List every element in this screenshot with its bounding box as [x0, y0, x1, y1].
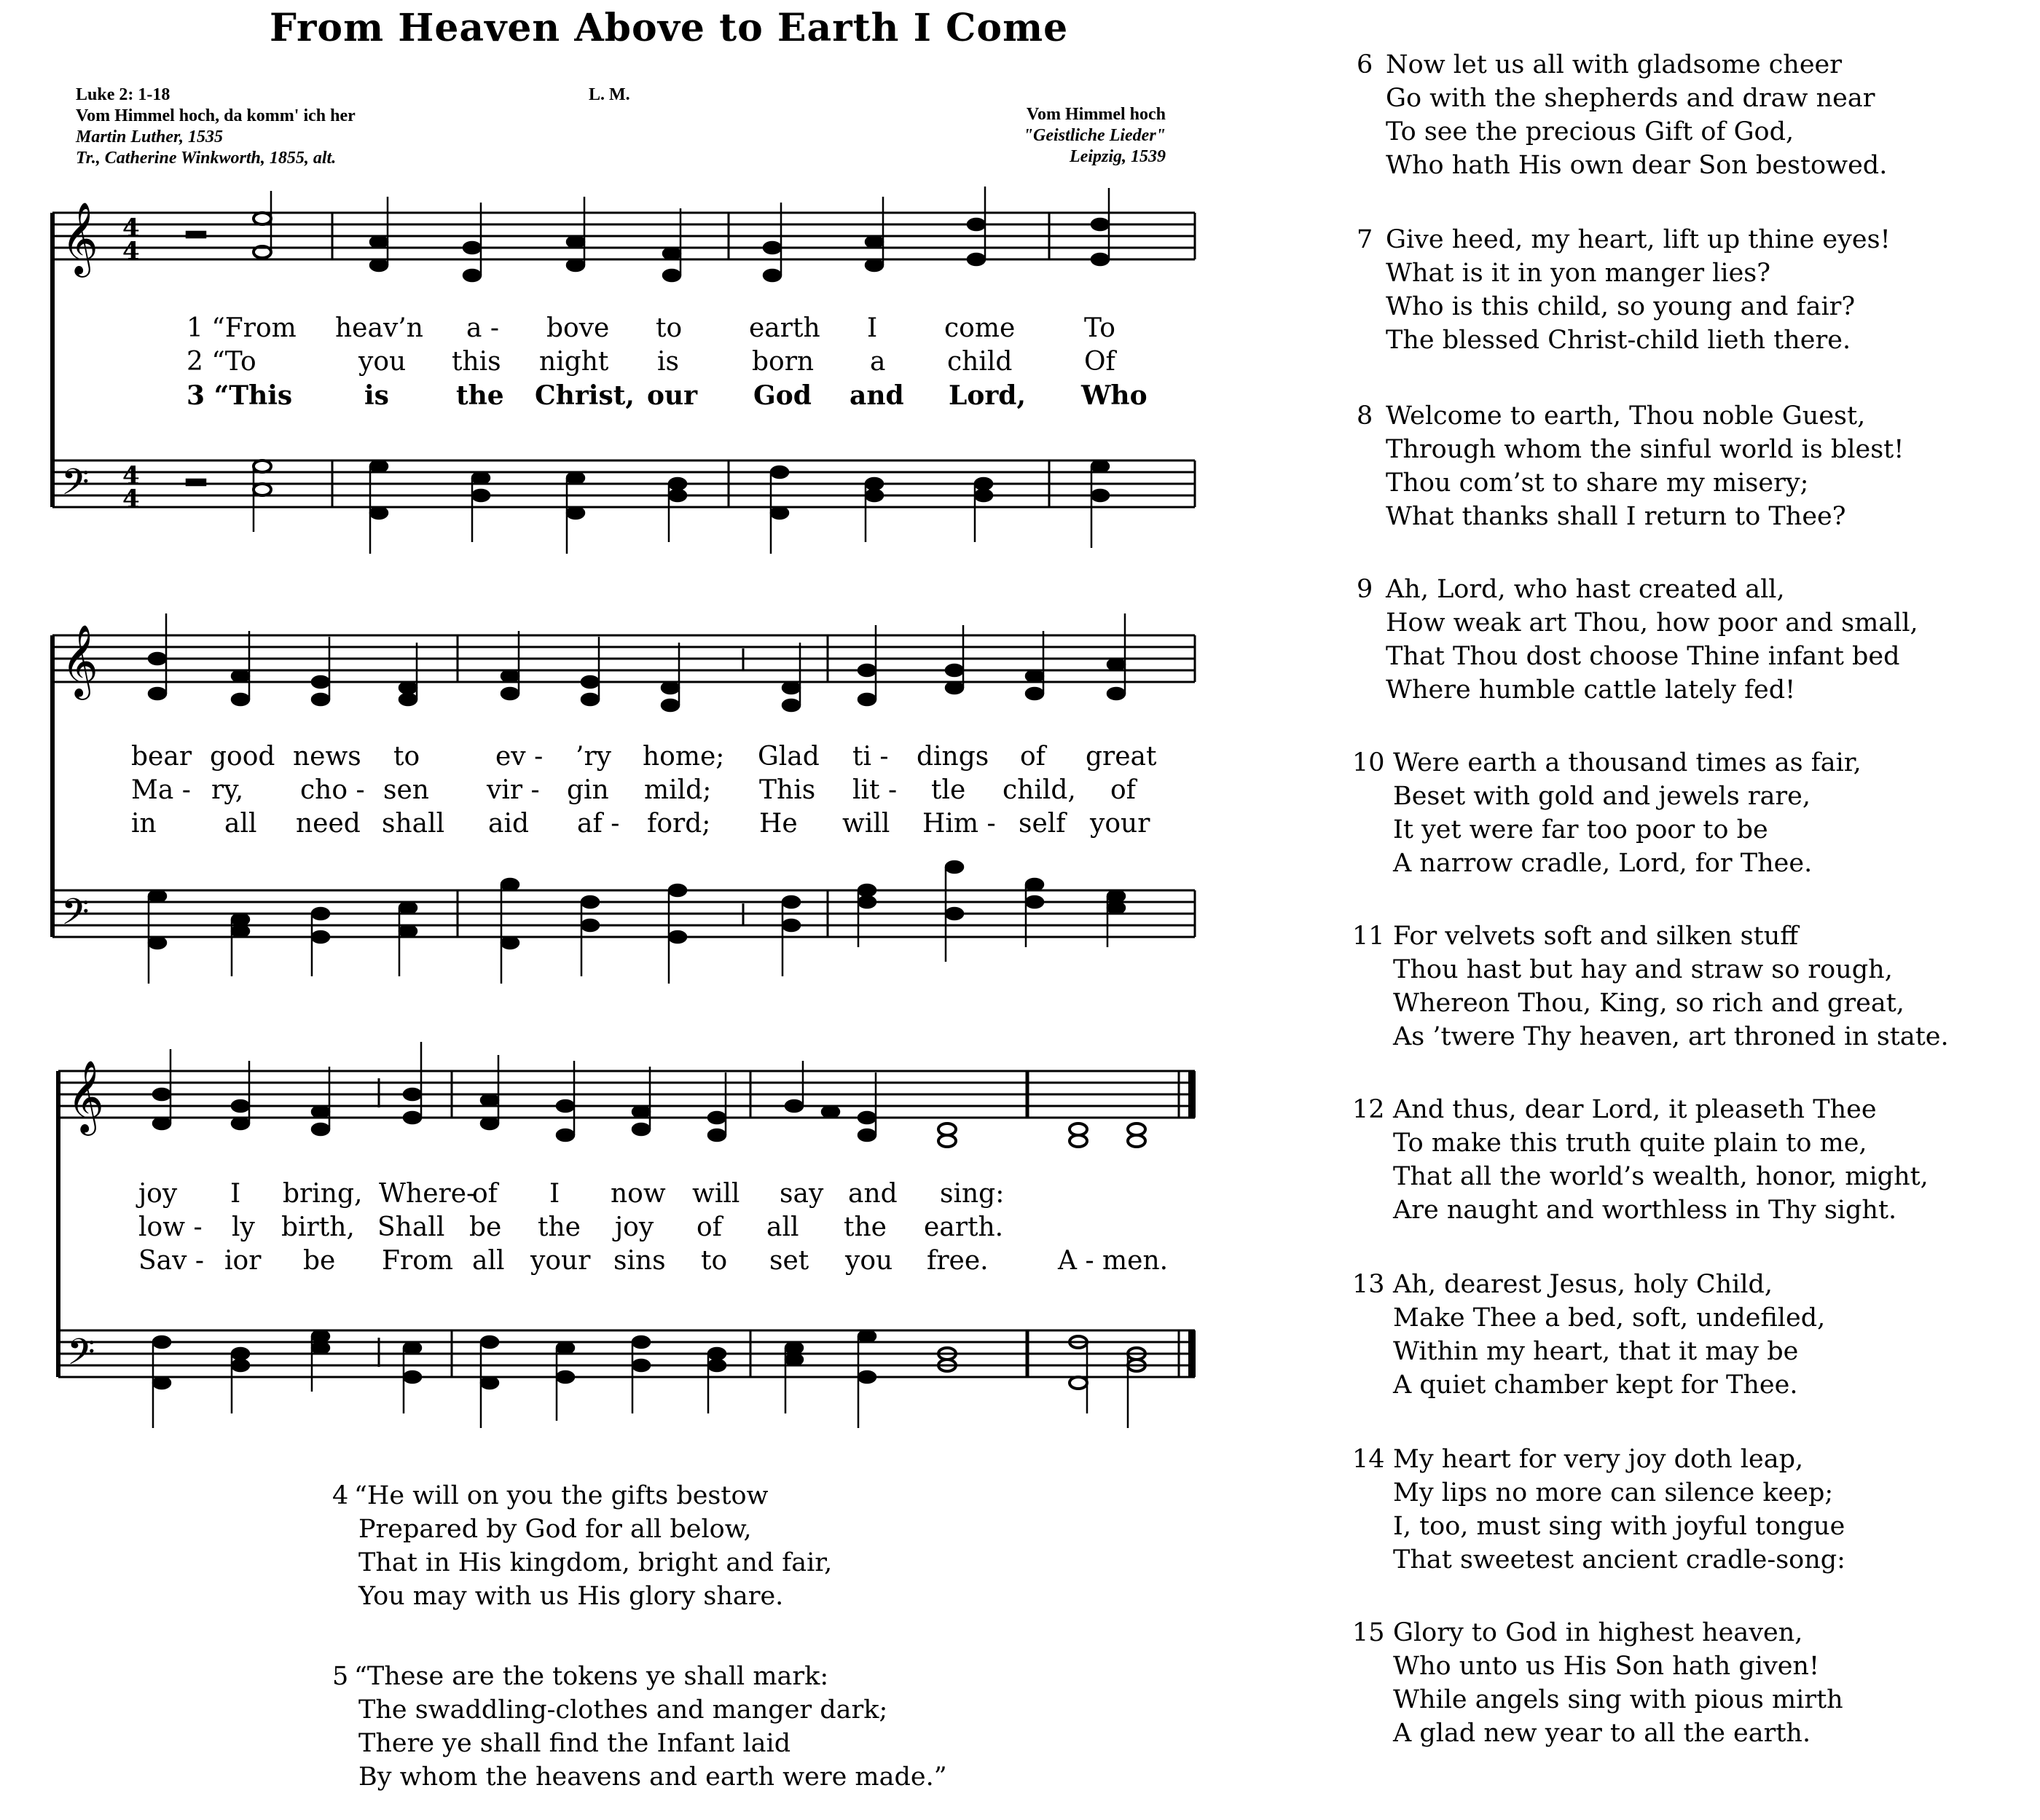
- lyric-syllable: I: [549, 1179, 560, 1209]
- lyric-syllable: and: [848, 1179, 898, 1209]
- bass-clef-icon: 𝄢: [61, 461, 90, 512]
- lyric-syllable: bring,: [283, 1179, 363, 1209]
- lyric-syllable: all: [472, 1246, 505, 1276]
- stanza-line: To make this truth quite plain to me,: [1393, 1129, 1867, 1158]
- lyric-syllable: Him -: [922, 809, 996, 839]
- lyric-syllable: in: [131, 809, 157, 839]
- lyric-syllable: shall: [382, 809, 445, 839]
- svg-text:4: 4: [122, 461, 140, 490]
- stanza-4: [332, 1479, 1032, 1617]
- lyric-syllable: news: [293, 742, 361, 772]
- lyric-syllable: need: [296, 809, 361, 839]
- stanza-number: 10: [1352, 748, 1385, 777]
- stanza-line: Where humble cattle lately fed!: [1386, 675, 1796, 705]
- original-title: Vom Himmel hoch, da komm' ich her: [76, 106, 356, 125]
- lyric-syllable: this: [452, 347, 501, 377]
- stanza-line: Within my heart, that it may be: [1393, 1337, 1799, 1366]
- lyric-syllable: sins: [613, 1246, 666, 1276]
- stanza-number: 11: [1352, 922, 1385, 951]
- lyric-syllable: child,: [1003, 775, 1076, 805]
- stanza-line: That Thou dost choose Thine infant bed: [1386, 642, 1900, 671]
- lyric-syllable: sen: [383, 775, 429, 805]
- stanza-number: 12: [1352, 1095, 1385, 1124]
- lyric-syllable: low -: [138, 1212, 203, 1242]
- stanza-line: Glory to God in highest heaven,: [1393, 1618, 1803, 1647]
- lyric-syllable: home;: [643, 742, 725, 772]
- stanza-line: Go with the shepherds and draw near: [1386, 84, 1875, 113]
- lyric-syllable: sing:: [940, 1179, 1005, 1209]
- lyric-syllable: the: [456, 380, 504, 411]
- stanza-number: 5: [332, 1662, 349, 1691]
- stanza-line: That in His kingdom, bright and fair,: [358, 1548, 833, 1577]
- lyric-syllable: a -: [466, 313, 500, 343]
- stanza-line: You may with us His glory share.: [358, 1582, 784, 1611]
- stanza-line: To see the precious Gift of God,: [1386, 117, 1794, 146]
- lyric-syllable: your: [1090, 809, 1150, 839]
- staff-system-2-treble: [52, 635, 1195, 682]
- stanza-line: Prepared by God for all below,: [358, 1515, 752, 1544]
- lyric-syllable: night: [539, 347, 609, 377]
- svg-text:4: 4: [122, 485, 140, 514]
- stanza-line: Ah, Lord, who hast created all,: [1386, 575, 1785, 604]
- lyric-syllable: self: [1019, 809, 1066, 839]
- stanza-number: 4: [332, 1481, 349, 1510]
- stanza-line: Whereon Thou, King, so rich and great,: [1393, 989, 1904, 1018]
- lyric-syllable: I: [230, 1179, 241, 1209]
- stanza-line: Through whom the sinful world is blest!: [1386, 435, 1904, 464]
- staff-system-1-bass: [52, 460, 1195, 507]
- stanza-line: “These are the tokens ye shall mark:: [354, 1662, 829, 1691]
- lyric-syllable: joy: [138, 1179, 178, 1209]
- lyric-syllable: 2 “To: [187, 347, 256, 377]
- lyric-syllable: and: [850, 380, 904, 411]
- lyric-syllable: you: [845, 1246, 893, 1276]
- lyric-syllable: Shall: [377, 1212, 445, 1242]
- stanza-line: Thou com’st to share my misery;: [1386, 468, 1809, 498]
- stanza-line: Thou hast but hay and straw so rough,: [1393, 955, 1893, 984]
- lyric-syllable: Sav -: [138, 1246, 205, 1276]
- stanza-line: As ’twere Thy heaven, art throned in state.: [1393, 1022, 1949, 1051]
- lyric-syllable: mild;: [644, 775, 712, 805]
- lyric-syllable: be: [303, 1246, 336, 1276]
- meter: L. M.: [589, 85, 630, 104]
- svg-text:4: 4: [122, 237, 140, 266]
- lyric-syllable: to: [393, 742, 420, 772]
- staff-system-3-bass: [58, 1330, 1195, 1377]
- translator: Tr., Catherine Winkworth, 1855, alt.: [76, 149, 337, 168]
- lyric-syllable: born: [752, 347, 815, 377]
- lyric-syllable: Ma -: [131, 775, 191, 805]
- stanza-number: 8: [1357, 401, 1373, 431]
- stanza-line: What is it in yon manger lies?: [1386, 259, 1771, 288]
- lyric-syllable: good: [210, 742, 275, 772]
- lyric-syllable: 3 “This: [187, 380, 293, 411]
- stanza-line: Who hath His own dear Son bestowed.: [1386, 151, 1888, 180]
- lyric-syllable: is: [364, 380, 389, 411]
- stanza-number: 7: [1357, 225, 1373, 254]
- lyric-syllable: your: [530, 1246, 591, 1276]
- lyric-syllable: To: [1084, 313, 1115, 343]
- stanza-number: 14: [1352, 1445, 1385, 1474]
- lyric-syllable: ior: [224, 1246, 262, 1276]
- lyric-syllable: Where-: [379, 1179, 476, 1209]
- lyric-syllable: af -: [577, 809, 620, 839]
- stanza-line: A narrow cradle, Lord, for Thee.: [1393, 849, 1813, 878]
- stanza-line: Give heed, my heart, lift up thine eyes!: [1386, 225, 1891, 254]
- stanza-line: That all the world’s wealth, honor, might,: [1393, 1162, 1929, 1191]
- lyric-syllable: set: [769, 1246, 809, 1276]
- author: Martin Luther, 1535: [76, 128, 224, 146]
- lyric-syllable: of: [1020, 742, 1046, 772]
- lyric-syllable: Glad: [758, 742, 820, 772]
- lyric-syllable: Of: [1084, 347, 1115, 377]
- lyric-syllable: gin: [567, 775, 609, 805]
- stanza-number: 13: [1352, 1270, 1385, 1299]
- stanza-line: By whom the heavens and earth were made.”: [358, 1762, 947, 1792]
- stanza-line: And thus, dear Lord, it pleaseth Thee: [1393, 1095, 1877, 1124]
- lyric-syllable: of: [472, 1179, 498, 1209]
- lyric-syllable: I: [867, 313, 878, 343]
- lyric-syllable: ly: [232, 1212, 255, 1242]
- lyric-syllable: to: [701, 1246, 728, 1276]
- lyric-syllable: cho -: [300, 775, 365, 805]
- stanza-line: My lips no more can silence keep;: [1393, 1478, 1834, 1507]
- treble-clef-icon: 𝄞: [67, 1060, 104, 1133]
- lyric-syllable: child: [947, 347, 1013, 377]
- tune-source-year: Leipzig, 1539: [1070, 147, 1166, 166]
- lyric-syllable: This: [759, 775, 816, 805]
- lyric-syllable: all: [224, 809, 257, 839]
- stanza-line: Beset with gold and jewels rare,: [1393, 782, 1811, 811]
- lyric-syllable: is: [657, 347, 679, 377]
- lyric-syllable: the: [844, 1212, 887, 1242]
- lyric-syllable: aid: [488, 809, 530, 839]
- lyric-syllable: say: [780, 1179, 824, 1209]
- stanza-line: I, too, must sing with joyful tongue: [1393, 1512, 1845, 1541]
- lyric-syllable: will: [842, 809, 890, 839]
- hymn-title: From Heaven Above to Earth I Come: [270, 6, 1069, 50]
- tune-name: Vom Himmel hoch: [1026, 105, 1166, 124]
- svg-text:4: 4: [122, 213, 140, 243]
- lyric-syllable: of: [697, 1212, 722, 1242]
- stanza-line: For velvets soft and silken stuff: [1393, 922, 1799, 951]
- lyric-syllable: free.: [927, 1246, 989, 1276]
- lyric-syllable: the: [538, 1212, 581, 1242]
- lyric-syllable: dings: [917, 742, 989, 772]
- lyric-syllable: birth,: [281, 1212, 355, 1242]
- lyric-syllable: great: [1086, 742, 1157, 772]
- lyric-syllable: to: [656, 313, 683, 343]
- stanza-line: What thanks shall I return to Thee?: [1386, 502, 1846, 531]
- stanza-line: There ye shall find the Infant laid: [358, 1729, 791, 1758]
- lyric-syllable: earth: [749, 313, 820, 343]
- bass-clef-icon: 𝄢: [61, 891, 90, 942]
- stanza-line: “He will on you the gifts bestow: [354, 1481, 769, 1510]
- stanza-line: The swaddling-clothes and manger dark;: [358, 1695, 888, 1725]
- lyric-syllable: a: [870, 347, 886, 377]
- stanza-line: My heart for very joy doth leap,: [1393, 1445, 1804, 1474]
- lyric-syllable: you: [358, 347, 407, 377]
- lyric-syllable: be: [469, 1212, 502, 1242]
- stanza-line: Welcome to earth, Thou noble Guest,: [1386, 401, 1866, 431]
- stanza-line: That sweetest ancient cradle-song:: [1393, 1545, 1845, 1574]
- stanza-line: How weak art Thou, how poor and small,: [1386, 608, 1918, 638]
- lyric-syllable: lit -: [852, 775, 898, 805]
- lyric-syllable: earth.: [924, 1212, 1004, 1242]
- lyric-syllable: heav’n: [335, 313, 423, 343]
- lyric-syllable: of: [1110, 775, 1136, 805]
- stanza-line: It yet were far too poor to be: [1393, 815, 1768, 844]
- stanza-line: Ah, dearest Jesus, holy Child,: [1393, 1270, 1773, 1299]
- amen-lyric: A - men.: [1058, 1246, 1169, 1276]
- lyric-syllable: bear: [131, 742, 192, 772]
- stanza-number: 6: [1357, 50, 1373, 79]
- stanza-line: The blessed Christ-child lieth there.: [1386, 326, 1851, 355]
- lyric-syllable: He: [759, 809, 798, 839]
- lyric-syllable: tle: [931, 775, 966, 805]
- lyric-syllable: ti -: [852, 742, 889, 772]
- lyric-syllable: ford;: [647, 809, 711, 839]
- stanza-line: Now let us all with gladsome cheer: [1386, 50, 1843, 79]
- stanza-line: Who is this child, so young and fair?: [1386, 292, 1856, 321]
- staff-system-2-bass: [52, 890, 1195, 937]
- stanza-line: A quiet chamber kept for Thee.: [1393, 1370, 1798, 1400]
- lyric-syllable: Christ,: [535, 380, 635, 411]
- stanza-line: Were earth a thousand times as fair,: [1393, 748, 1862, 777]
- staff-system-1-treble: [52, 213, 1195, 259]
- lyric-syllable: Lord,: [949, 380, 1026, 411]
- stanza-number: 15: [1352, 1618, 1385, 1647]
- stanza-line: Make Thee a bed, soft, undefiled,: [1393, 1303, 1826, 1333]
- lyric-syllable: come: [944, 313, 1016, 343]
- lyric-syllable: will: [692, 1179, 740, 1209]
- lyric-syllable: ev -: [495, 742, 544, 772]
- lyric-syllable: vir -: [487, 775, 540, 805]
- lyric-syllable: bove: [546, 313, 610, 343]
- stanza-line: Are naught and worthless in Thy sight.: [1393, 1196, 1897, 1225]
- stanza-line: Who unto us His Son hath given!: [1393, 1652, 1820, 1681]
- treble-clef-icon: 𝄞: [61, 624, 98, 697]
- stanza-line: While angels sing with pious mirth: [1393, 1685, 1843, 1714]
- stanza-number: 9: [1357, 575, 1373, 604]
- lyric-syllable: now: [611, 1179, 666, 1209]
- stanza-line: A glad new year to all the earth.: [1393, 1719, 1811, 1748]
- treble-clef-icon: 𝄞: [61, 202, 98, 275]
- scripture-reference: Luke 2: 1-18: [76, 85, 170, 104]
- lyric-syllable: ’ry: [576, 742, 611, 772]
- lyric-syllable: joy: [615, 1212, 654, 1242]
- lyric-syllable: all: [766, 1212, 799, 1242]
- lyric-syllable: God: [753, 380, 812, 411]
- lyric-syllable: Who: [1081, 380, 1148, 411]
- lyric-syllable: our: [647, 380, 698, 411]
- stanza-5: [332, 1660, 1061, 1805]
- bass-clef-icon: 𝄢: [67, 1331, 95, 1382]
- staff-system-3-treble: [58, 1071, 1195, 1118]
- tune-source: "Geistliche Lieder": [1023, 126, 1166, 145]
- lyric-syllable: From: [382, 1246, 453, 1276]
- lyric-syllable: ry,: [211, 775, 244, 805]
- lyric-syllable: 1 “From: [187, 313, 297, 343]
